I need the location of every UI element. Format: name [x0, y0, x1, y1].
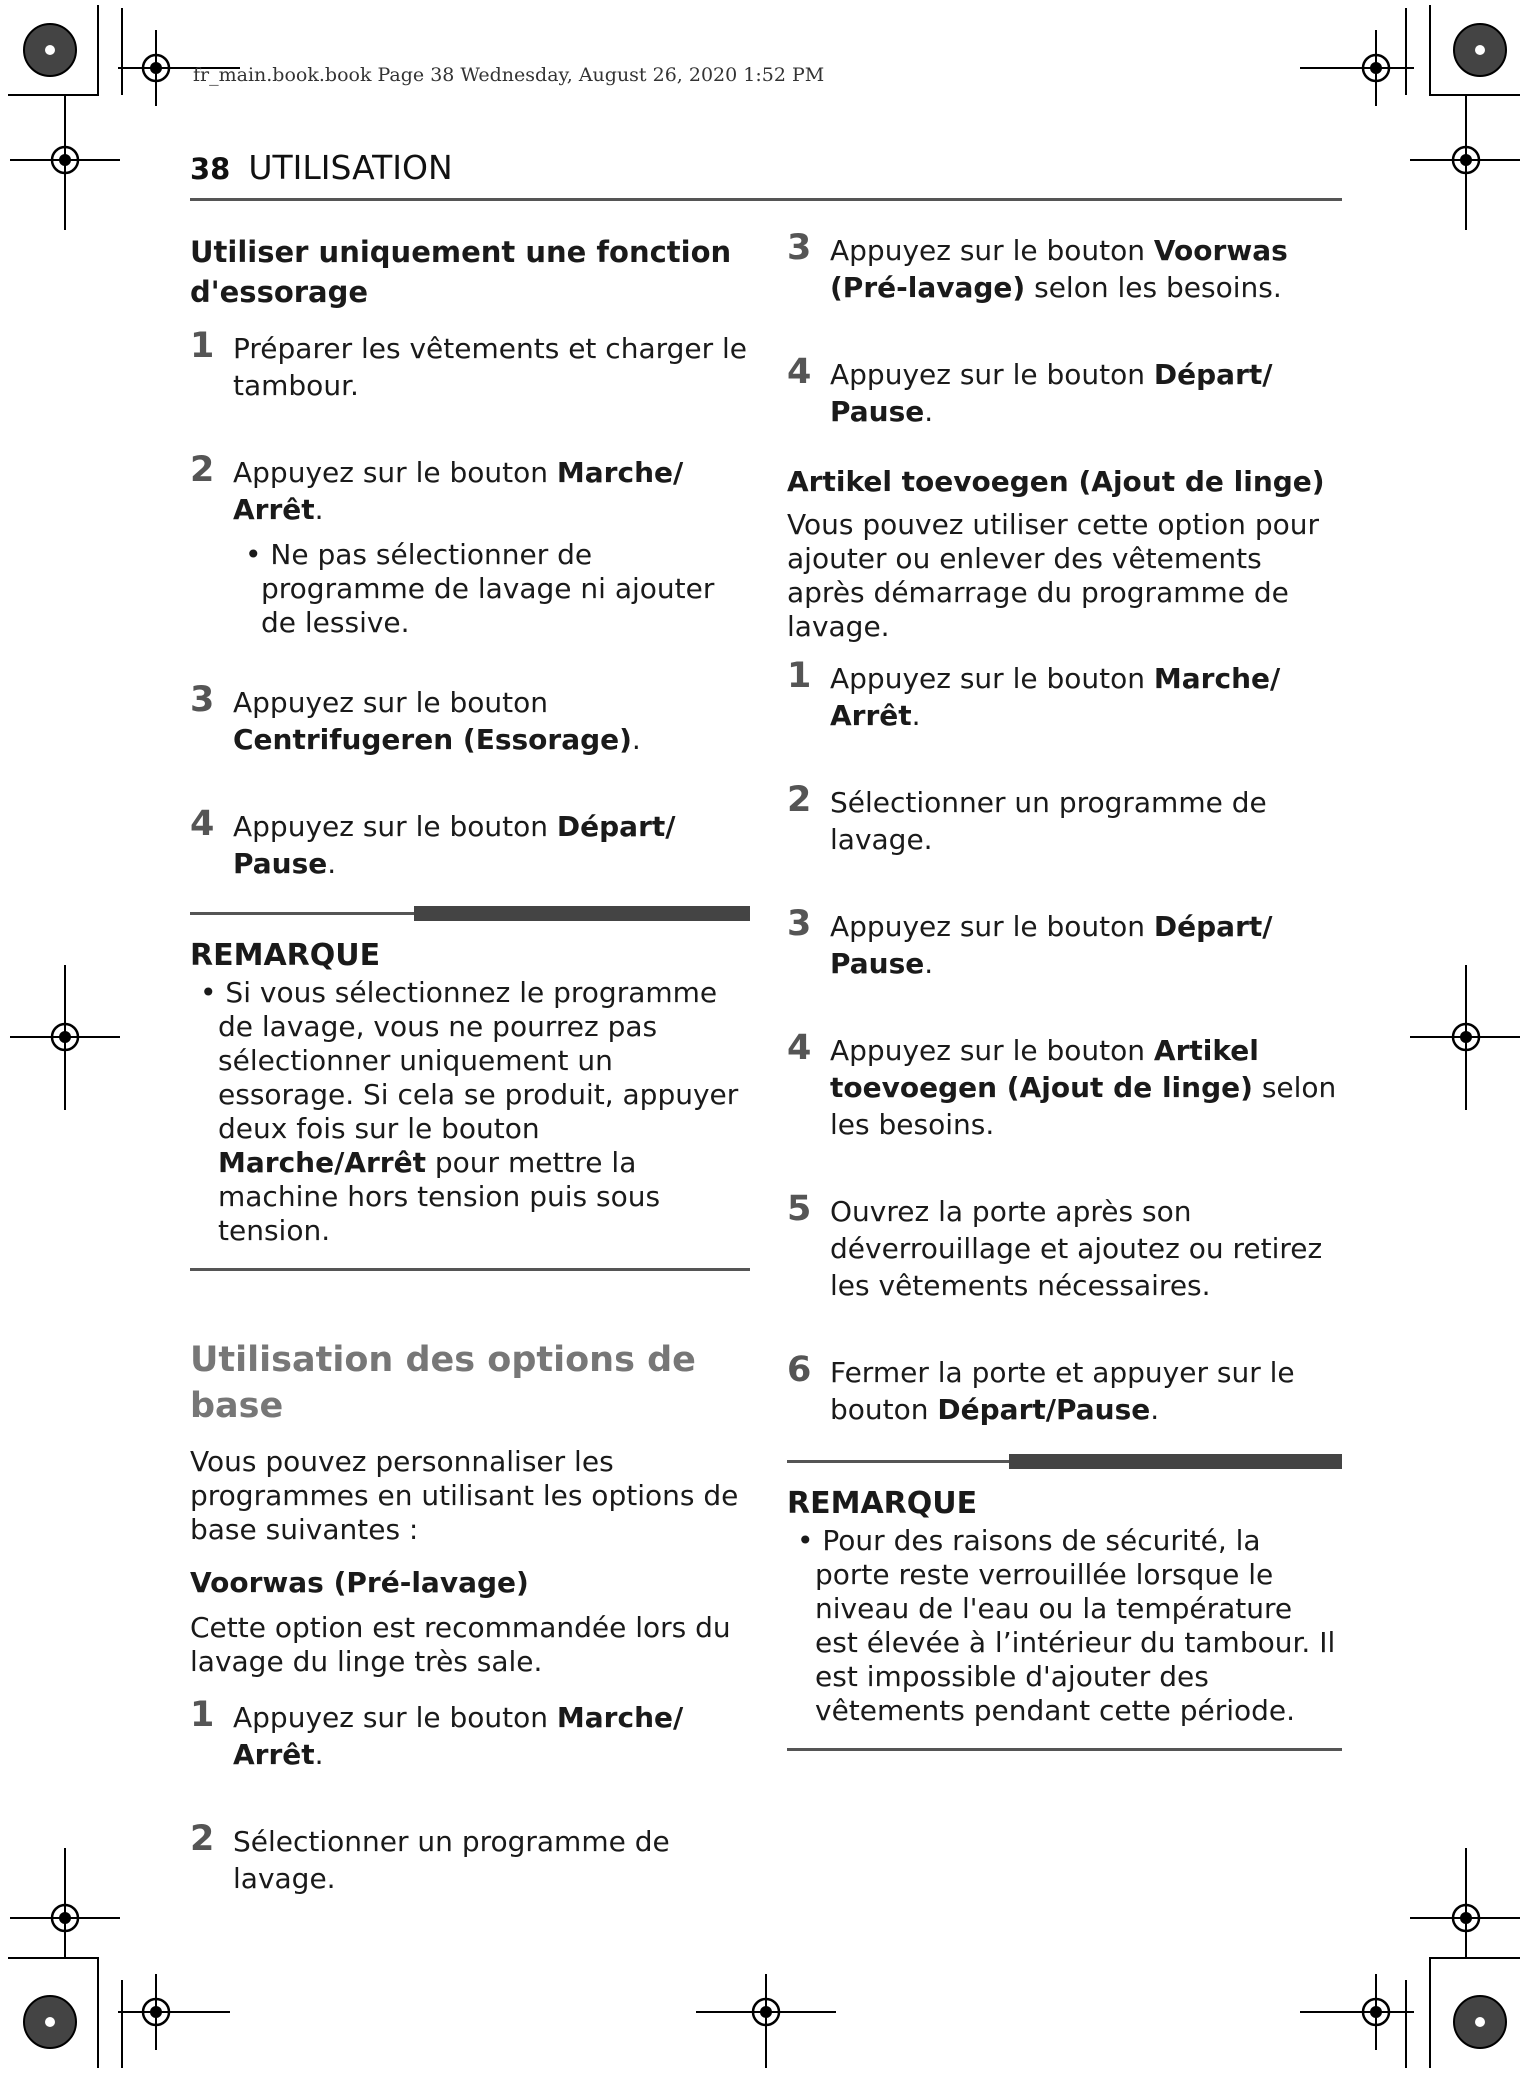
step-item [787, 656, 1342, 734]
step-button-name: Départ/Pause [937, 1393, 1151, 1426]
step-text-pre: Appuyez sur le bouton [830, 1034, 1154, 1067]
header-rule [190, 198, 1342, 201]
prewash-title: Voorwas (Pré-lavage) [190, 1566, 529, 1599]
step-number: 4 [190, 804, 215, 844]
step-item [787, 1350, 1342, 1428]
right-column [787, 228, 1342, 1751]
note-accent-bar [414, 906, 750, 921]
registration-starburst-icon [24, 24, 76, 76]
step-button-name: Marche/ Arrêt [233, 456, 684, 526]
note-box [787, 1460, 1342, 1751]
note-text [190, 976, 750, 1248]
section-title: Utilisation des options de base [190, 1340, 696, 1426]
step-number: 6 [787, 1350, 812, 1390]
step-text-post: . [314, 1738, 324, 1771]
step-button-name: Départ/ Pause [830, 910, 1273, 980]
step-number: 5 [787, 1189, 812, 1229]
step-item [787, 228, 1342, 306]
step-text-post: . [924, 947, 934, 980]
add-linen-intro: Vous pouvez utiliser cette option pour ajouter ou enlever des vêtements après démarrage du programme de lavage. [787, 508, 1319, 643]
step-text-post: . [911, 699, 921, 732]
step-number: 1 [190, 1695, 215, 1735]
step-text: Préparer les vêtements et charger le tambour. [233, 332, 748, 402]
section-intro: Vous pouvez personnaliser les programmes en utilisant les options de base suivantes : [190, 1445, 739, 1546]
spin-only-title: Utiliser uniquement une fonction d'essorage [190, 235, 732, 309]
note-button-name: Marche/Arrêt [218, 1146, 426, 1179]
step-text-post: . [327, 847, 337, 880]
registration-starburst-icon [1454, 24, 1506, 76]
step-sub-bullet [190, 538, 750, 640]
note-text: • Pour des raisons de sécurité, la porte reste verrouillée lorsque le niveau de l'eau ou la température est élevée à l’intérieur du tambour. Il est impossible d'ajouter des vêtements pendant cette période. [797, 1524, 1336, 1727]
step-number: 2 [787, 780, 812, 820]
step-item [190, 1695, 750, 1773]
registration-starburst-icon [24, 1996, 76, 2048]
page-title: UTILISATION [248, 148, 453, 187]
step-text-pre: Appuyez sur le bouton [233, 1701, 557, 1734]
step-button-name: Marche/ Arrêt [830, 662, 1281, 732]
step-text-pre: Appuyez sur le bouton [830, 358, 1154, 391]
step-text-pre: Appuyez sur le bouton [830, 662, 1154, 695]
prewash-description: Cette option est recommandée lors du lavage du linge très sale. [190, 1611, 731, 1678]
step-text: Sélectionner un programme de lavage. [233, 1825, 670, 1895]
step-text-post: . [314, 493, 324, 526]
step-number: 3 [787, 228, 812, 268]
page-header [190, 148, 453, 187]
step-button-name: Centrifugeren (Essorage) [233, 723, 632, 756]
step-number: 4 [787, 1028, 812, 1068]
step-item [190, 450, 750, 528]
step-text: Sélectionner un programme de lavage. [830, 786, 1267, 856]
step-item [190, 680, 750, 758]
note-accent-bar [1009, 1454, 1342, 1469]
note-text-pre: • Si vous sélectionnez le programme de lavage, vous ne pourrez pas sélectionner uniquement un essorage. Si cela se produit, appuyer deux fois sur le bouton [200, 976, 739, 1145]
step-text-pre: Fermer la porte et appuyer sur le bouton [830, 1356, 1295, 1426]
step-text-post: . [1150, 1393, 1160, 1426]
step-item [787, 352, 1342, 430]
step-button-name: Départ/ Pause [830, 358, 1273, 428]
step-number: 3 [190, 680, 215, 720]
file-header: fr_main.book.book Page 38 Wednesday, August 26, 2020 1:52 PM [193, 64, 825, 86]
sub-bullet-text: • Ne pas sélectionner de programme de lavage ni ajouter de lessive. [245, 538, 715, 639]
step-item [787, 1189, 1342, 1304]
step-button-name: Artikel toevoegen (Ajout de linge) [830, 1034, 1259, 1104]
left-column [190, 232, 750, 1897]
step-button-name: Voorwas (Pré-lavage) [830, 234, 1288, 304]
step-text-post: . [631, 723, 641, 756]
step-number: 4 [787, 352, 812, 392]
step-text: Ouvrez la porte après son déverrouillage et ajoutez ou retirez les vêtements nécessaires. [830, 1195, 1323, 1302]
step-text-pre: Appuyez sur le bouton [233, 456, 557, 489]
step-item [190, 804, 750, 882]
step-text-pre: Appuyez sur le bouton [233, 686, 548, 719]
step-text-pre: Appuyez sur le bouton [830, 234, 1154, 267]
step-number: 3 [787, 904, 812, 944]
step-button-name: Départ/ Pause [233, 810, 676, 880]
step-item [190, 326, 750, 404]
add-linen-title: Artikel toevoegen (Ajout de linge) [787, 465, 1325, 498]
registration-starburst-icon [1454, 1996, 1506, 2048]
step-item [787, 904, 1342, 982]
step-text-post: selon les besoins. [830, 1071, 1337, 1141]
step-button-name: Marche/ Arrêt [233, 1701, 684, 1771]
step-text-pre: Appuyez sur le bouton [233, 810, 557, 843]
step-item [787, 1028, 1342, 1143]
page-number: 38 [190, 152, 231, 186]
step-text-post: selon les besoins. [1025, 271, 1282, 304]
note-text-post: pour mettre la machine hors tension puis sous tension. [218, 1146, 661, 1247]
step-item [787, 780, 1342, 858]
step-number: 1 [787, 656, 812, 696]
step-number: 2 [190, 1819, 215, 1859]
note-title: REMARQUE [190, 938, 381, 973]
step-text-pre: Appuyez sur le bouton [830, 910, 1154, 943]
step-number: 1 [190, 326, 215, 366]
note-box [190, 912, 750, 1271]
note-title: REMARQUE [787, 1486, 978, 1521]
step-text-post: . [924, 395, 934, 428]
step-item [190, 1819, 750, 1897]
step-number: 2 [190, 450, 215, 490]
